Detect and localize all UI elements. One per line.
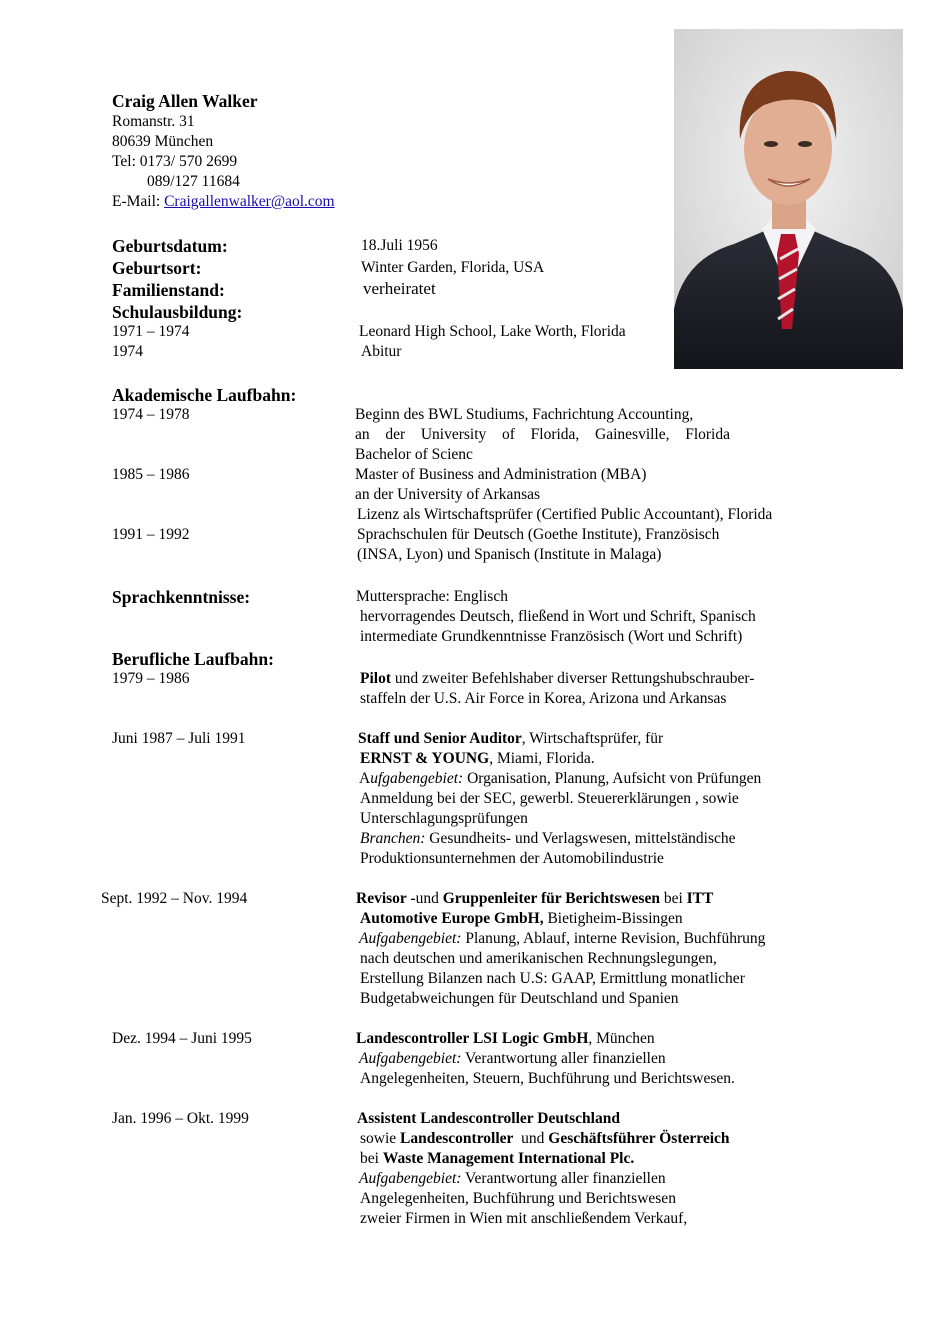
phone-line-1 [112, 152, 237, 172]
school-label: Schulausbildung: [112, 302, 243, 322]
academic-text: Beginn des BWL Studiums, Fachrichtung Accounting, [355, 406, 694, 423]
email-line [112, 192, 335, 212]
languages-text: intermediate Grundkenntnisse Französisch (Wort und Schrift) [360, 628, 743, 645]
phone-label: Tel: [112, 153, 136, 170]
phone-2: 089/127 11684 [147, 173, 240, 190]
birthplace-label: Geburtsort: [112, 258, 202, 278]
career-text: Staff und Senior Auditor, Wirtschaftsprüfer, für [358, 730, 664, 747]
school-period-1: 1971 – 1974 [112, 323, 190, 340]
candidate-name: Craig Allen Walker [112, 91, 258, 111]
birthplace-value: Winter Garden, Florida, USA [361, 259, 545, 276]
career-heading: Berufliche Laufbahn: [112, 649, 274, 669]
academic-text: Master of Business and Administration (MBA) [355, 466, 647, 483]
career-text: Angelegenheiten, Buchführung und Berichtswesen [360, 1190, 676, 1207]
career-text: Unterschlagungsprüfungen [360, 810, 528, 827]
marital-label: Familienstand: [112, 280, 225, 300]
career-text: Erstellung Bilanzen nach U.S: GAAP, Ermittlung monatlicher [360, 970, 745, 987]
career-text: Landescontroller LSI Logic GmbH, München [356, 1030, 655, 1047]
career-text: Produktionsunternehmen der Automobilindustrie [360, 850, 664, 867]
school-text-2: Abitur [361, 343, 402, 360]
career-text: Automotive Europe GmbH, Bietigheim-Bissingen [360, 910, 683, 927]
city-address: 80639 München [112, 133, 214, 150]
school-text-1: Leonard High School, Lake Worth, Florida [359, 323, 626, 340]
languages-text: Muttersprache: Englisch [356, 588, 508, 605]
career-text: Anmeldung bei der SEC, gewerbl. Steuererklärungen , sowie [360, 790, 739, 807]
academic-text: Sprachschulen für Deutsch (Goethe Institute), Französisch [357, 526, 720, 543]
academic-text: (INSA, Lyon) und Spanisch (Institute in Malaga) [357, 546, 662, 563]
birthdate-label: Geburtsdatum: [112, 236, 228, 256]
academic-heading: Akademische Laufbahn: [112, 385, 297, 405]
school-period-2: 1974 [112, 343, 143, 360]
career-period-4: Dez. 1994 – Juni 1995 [112, 1030, 252, 1047]
career-text: Aufgabengebiet: Verantwortung aller finanziellen [359, 1170, 666, 1187]
academic-period-1: 1974 – 1978 [112, 406, 190, 423]
email-link[interactable]: Craigallenwalker@aol.com [164, 193, 335, 210]
marital-value: verheiratet [363, 279, 436, 298]
career-text: Budgetabweichungen für Deutschland und Spanien [360, 990, 679, 1007]
career-text: Branchen: Gesundheits- und Verlagswesen, mittelständische [360, 830, 736, 847]
career-text: zweier Firmen in Wien mit anschließendem Verkauf, [360, 1210, 688, 1227]
career-text: Aufgabengebiet: Organisation, Planung, Aufsicht von Prüfungen [359, 770, 762, 787]
career-text: Angelegenheiten, Steuern, Buchführung und Berichtswesen. [360, 1070, 735, 1087]
birthdate-value: 18.Juli 1956 [361, 237, 438, 254]
career-period-5: Jan. 1996 – Okt. 1999 [112, 1110, 249, 1127]
phone-1: 0173/ 570 2699 [139, 153, 238, 170]
email-label: E-Mail: [112, 193, 161, 210]
languages-heading: Sprachkenntnisse: [112, 587, 251, 607]
career-text: ERNST & YOUNG, Miami, Florida. [360, 750, 595, 767]
career-text: staffeln der U.S. Air Force in Korea, Arizona und Arkansas [360, 690, 727, 707]
academic-text: Lizenz als Wirtschaftsprüfer (Certified Public Accountant), Florida [357, 506, 773, 523]
career-text: Revisor -und Gruppenleiter für Berichtswesen bei ITT [356, 890, 714, 907]
academic-text: an der University of Florida, Gainesville, Florida [355, 426, 730, 443]
academic-text: Bachelor of Scienc [355, 446, 473, 463]
career-period-3: Sept. 1992 – Nov. 1994 [101, 890, 248, 907]
languages-text: hervorragendes Deutsch, fließend in Wort und Schrift, Spanisch [360, 608, 756, 625]
career-text: Aufgabengebiet: Planung, Ablauf, interne Revision, Buchführung [359, 930, 766, 947]
career-text: nach deutschen und amerikanischen Rechnungslegungen, [360, 950, 717, 967]
street-address: Romanstr. 31 [112, 113, 195, 130]
career-text: Pilot und zweiter Befehlshaber diverser Rettungshubschrauber- [360, 670, 755, 687]
academic-period-2: 1985 – 1986 [112, 466, 190, 483]
academic-period-3: 1991 – 1992 [112, 526, 190, 543]
career-text: sowie Landescontroller und Geschäftsführer Österreich [360, 1130, 730, 1147]
career-text: bei Waste Management International Plc. [360, 1150, 635, 1167]
career-text: Aufgabengebiet: Verantwortung aller finanziellen [359, 1050, 666, 1067]
career-period-1: 1979 – 1986 [112, 670, 190, 687]
academic-text: an der University of Arkansas [355, 486, 541, 503]
portrait-photo [674, 29, 903, 369]
career-text: Assistent Landescontroller Deutschland [357, 1110, 620, 1127]
career-period-2: Juni 1987 – Juli 1991 [112, 730, 246, 747]
